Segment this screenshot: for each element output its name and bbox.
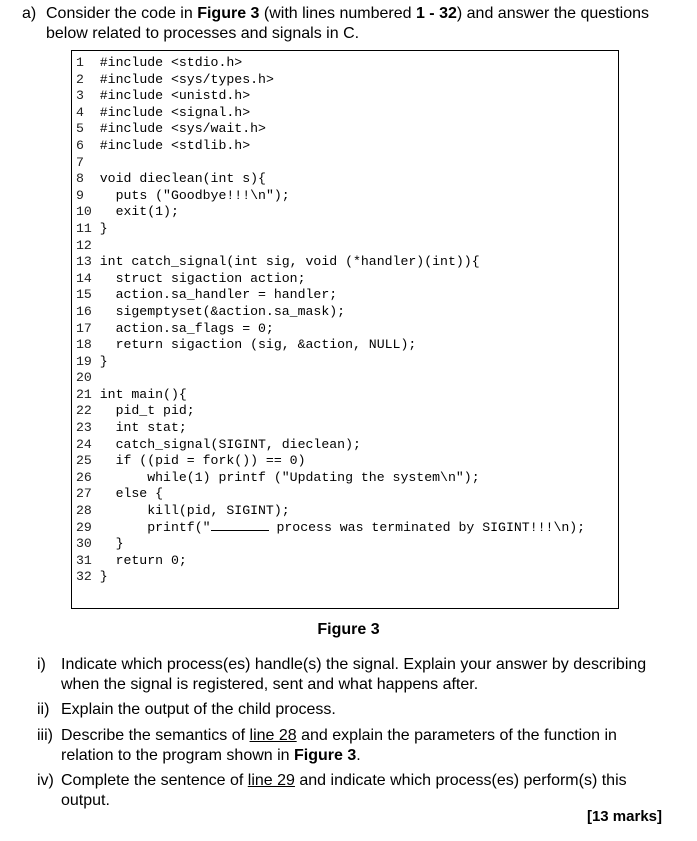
code-line: 13 int catch_signal(int sig, void (*handler)(int)){	[76, 254, 480, 270]
code-line: 22 pid_t pid;	[76, 403, 195, 419]
code-line: 30 }	[76, 536, 124, 552]
code-line: 20	[76, 370, 92, 386]
code-line: 4 #include <signal.h>	[76, 104, 251, 120]
code-line: 10 exit(1);	[76, 204, 179, 220]
code-line: 14 struct sigaction action;	[76, 270, 306, 286]
code-line: 24 catch_signal(SIGINT, dieclean);	[76, 436, 361, 452]
subquestion-ii: ii) Explain the output of the child process.	[37, 701, 336, 718]
code-line: 12	[76, 237, 92, 253]
code-line: 7	[76, 154, 84, 170]
code-line: 17 action.sa_flags = 0;	[76, 320, 274, 336]
code-line: 25 if ((pid = fork()) == 0)	[76, 453, 306, 469]
code-line: 2 #include <sys/types.h>	[76, 71, 274, 87]
code-listing	[71, 50, 619, 609]
code-line: 27 else {	[76, 486, 164, 502]
question-label: a)	[22, 5, 37, 22]
code-line: 1 #include <stdio.h>	[76, 55, 243, 70]
subquestion-i: i) Indicate which process(es) handle(s) the signal. Explain your answer by describing when the signal is registered, sent and what happens after.	[37, 656, 647, 693]
code-line: 21 int main(){	[76, 386, 187, 402]
code-line: 11 }	[76, 220, 108, 236]
code-line: 15 action.sa_handler = handler;	[76, 287, 338, 303]
intro-text: Consider the code in	[46, 5, 198, 22]
code-line: 31 return 0;	[76, 552, 187, 568]
intro-line-range: 1 - 32	[415, 5, 457, 22]
code-line: 8 void dieclean(int s){	[76, 171, 266, 187]
intro-figure-ref: Figure 3	[197, 5, 260, 22]
code-line: 26 while(1) printf ("Updating the system\n");	[76, 469, 480, 485]
question-intro	[22, 4, 682, 44]
code-line: 5 #include <sys/wait.h>	[76, 121, 266, 137]
code-line: 23 int stat;	[76, 420, 187, 436]
intro-line-2: below related to processes and signals in C.	[46, 25, 360, 42]
code-line: 6 #include <stdlib.h>	[76, 137, 251, 153]
intro-text: ) and answer the questions	[456, 5, 649, 22]
code-line: 18 return sigaction (sig, &action, NULL);	[76, 337, 417, 353]
subquestion-iv: iv) Complete the sentence of line 29 and indicate which process(es) perform(s) this output.	[37, 772, 627, 809]
code-line: 28 kill(pid, SIGINT);	[76, 503, 290, 519]
code-line: 32 }	[76, 569, 108, 585]
code-line: 3 #include <unistd.h>	[76, 88, 251, 104]
code-line: 16 sigemptyset(&action.sa_mask);	[76, 303, 346, 319]
code-block	[76, 55, 585, 586]
subquestion-iii: iii) Describe the semantics of line 28 and explain the parameters of the function in relation to the program shown in Figure 3.	[37, 727, 617, 764]
marks-label: [13 marks]	[586, 808, 662, 825]
code-line: 19 }	[76, 353, 108, 369]
fill-in-blank	[211, 520, 269, 531]
intro-text: (with lines numbered	[259, 5, 416, 22]
code-line: 9 puts ("Goodbye!!!\n");	[76, 187, 290, 203]
figure-caption: Figure 3	[317, 621, 380, 638]
code-line-29: 29 printf(" process was terminated by SIGINT!!!\n);	[76, 519, 586, 535]
